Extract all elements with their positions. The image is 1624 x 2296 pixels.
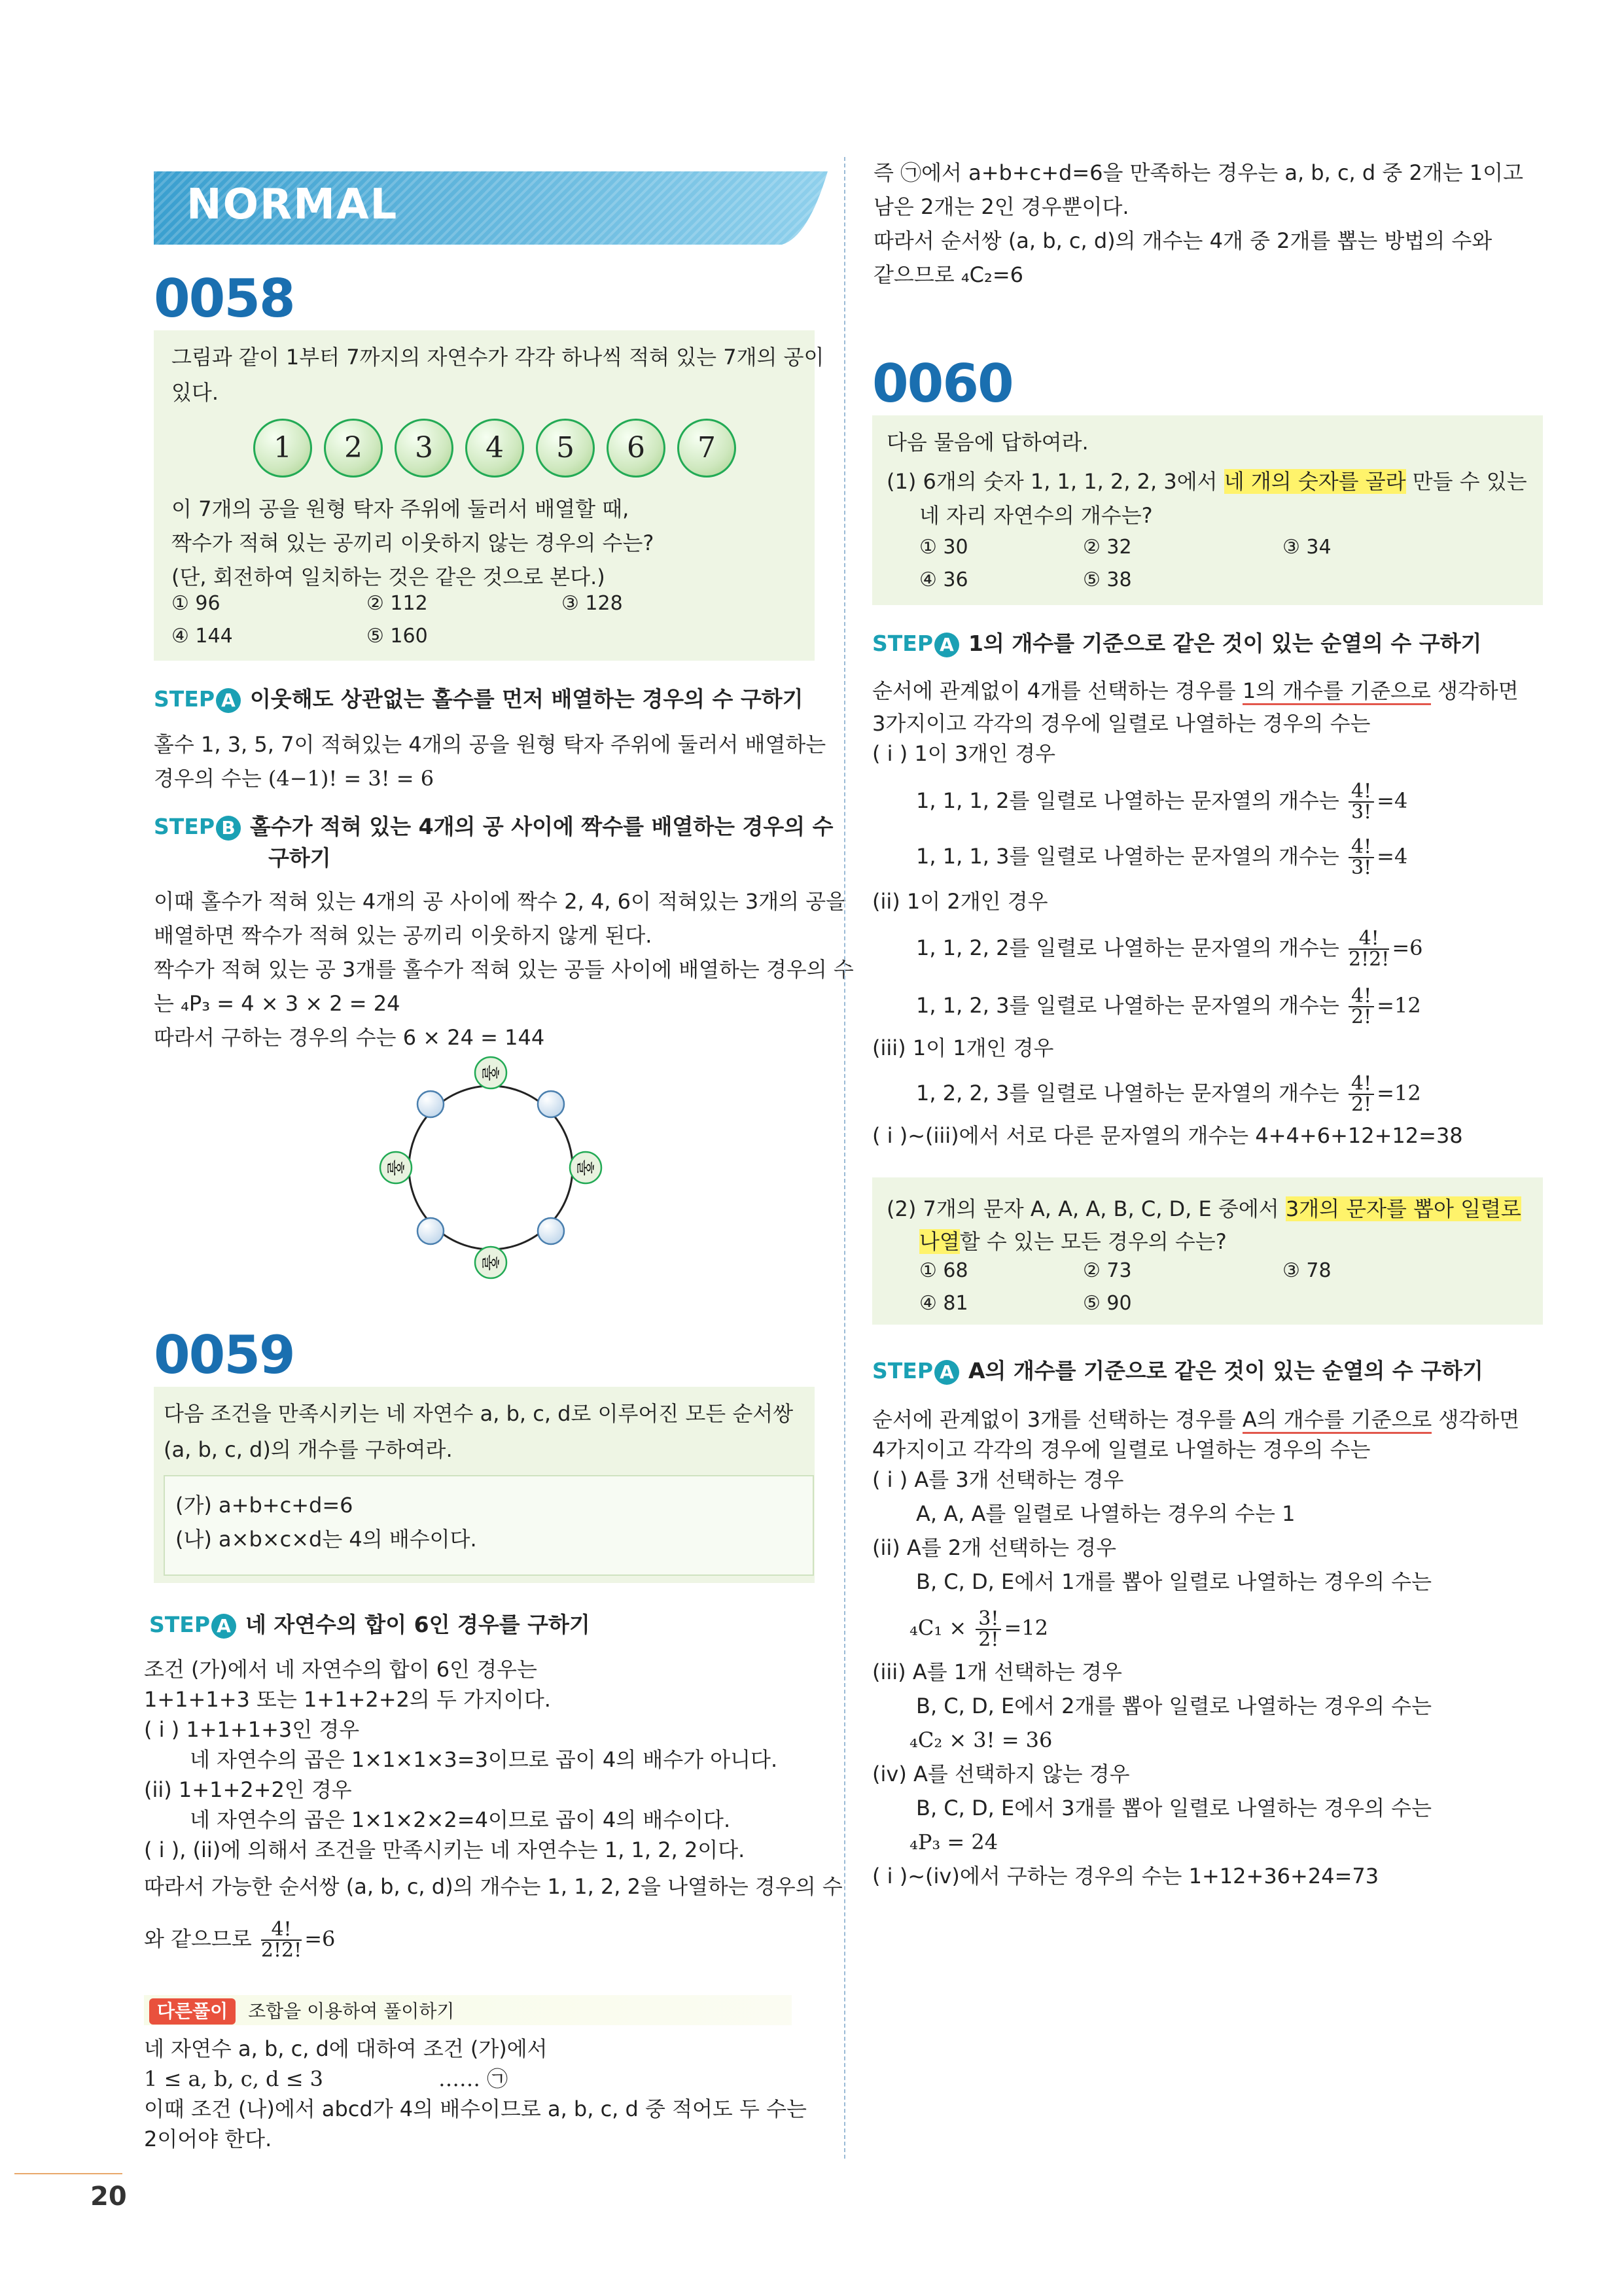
- circle-diagram: [366, 1047, 615, 1289]
- solution-line: 1, 1, 1, 3를 일렬로 나열하는 문자열의 개수는 $\frac{4!}{3!}$ =4: [916, 835, 1408, 879]
- section-banner: [154, 171, 828, 245]
- solution-line: B, C, D, E에서 3개를 뽑아 일렬로 나열하는 경우의 수는: [916, 1796, 1432, 1820]
- problem-number: 0060: [872, 353, 1013, 414]
- underline: A의 개수를 기준으로: [1243, 1407, 1432, 1434]
- empty-slot: [417, 1218, 444, 1244]
- choice: ⑤ 160: [366, 625, 428, 648]
- solution-line: 1+1+1+3 또는 1+1+2+2의 두 가지이다.: [144, 1687, 551, 1712]
- step-letter: A: [934, 1360, 959, 1385]
- equation-mark: …… ㉠: [438, 2066, 508, 2091]
- odd-label: 홀: [480, 1254, 499, 1271]
- step-heading: STEP A 네 자연수의 합이 6인 경우를 구하기: [149, 1612, 590, 1637]
- highlight: 3개의 문자를 뽑아 일렬로: [1285, 1196, 1521, 1221]
- solution-line: 이때 홀수가 적혀 있는 4개의 공 사이에 짝수 2, 4, 6이 적혀있는 3개의 공을: [154, 889, 847, 914]
- question-line: (1) 6개의 숫자 1, 1, 1, 2, 2, 3에서 네 개의 숫자를 골라 만들 수 있는: [887, 469, 1527, 494]
- solution-line: 따라서 가능한 순서쌍 (a, b, c, d)의 개수는 1, 1, 2, 2을 나열하는 경우의 수: [144, 1874, 843, 1899]
- case-line: ( i ) 1이 3개인 경우: [872, 741, 1055, 766]
- solution-line: 홀수 1, 3, 5, 7이 적혀있는 4개의 공을 원형 탁자 주위에 둘러서 배열하는: [154, 732, 826, 757]
- condition: (가) a+b+c+d=6: [175, 1493, 353, 1518]
- solution-line: 1, 1, 2, 2를 일렬로 나열하는 문자열의 개수는 $\frac{4!}{2!2!}$ =6: [916, 927, 1423, 971]
- ball: 1: [253, 419, 312, 478]
- choice: ② 73: [1083, 1259, 1132, 1282]
- case-line: ( i ) A를 3개 선택하는 경우: [872, 1467, 1124, 1492]
- solution-line: 순서에 관계없이 4개를 선택하는 경우를 1의 개수를 기준으로 생각하면: [872, 674, 1519, 708]
- odd-label: 홀: [385, 1159, 404, 1176]
- solution-line: 순서에 관계없이 3개를 선택하는 경우를 A의 개수를 기준으로 생각하면: [872, 1402, 1519, 1436]
- ball: 6: [607, 419, 665, 478]
- solution-line: 짝수가 적혀 있는 공 3개를 홀수가 적혀 있는 공들 사이에 배열하는 경우의 수: [154, 957, 854, 982]
- empty-slot: [538, 1218, 564, 1244]
- empty-slot: [417, 1091, 444, 1117]
- case-line: (iv) A를 선택하지 않는 경우: [872, 1762, 1130, 1786]
- solution-line: ₄C₂ × 3! = 36: [909, 1728, 1053, 1752]
- choice: ② 32: [1083, 536, 1132, 559]
- solution-line: 네 자연수의 곱은 1×1×1×3=3이므로 곱이 4의 배수가 아니다.: [190, 1747, 778, 1772]
- solution-line: 네 자연수의 곱은 1×1×2×2=4이므로 곱이 4의 배수이다.: [190, 1807, 731, 1832]
- highlight: 네 개의 숫자를 골라: [1224, 469, 1406, 494]
- solution-line: 네 자연수 a, b, c, d에 대하여 조건 (가)에서: [144, 2036, 548, 2061]
- empty-slot: [538, 1091, 564, 1117]
- solution-line: 1, 1, 1, 2를 일렬로 나열하는 문자열의 개수는 $\frac{4!}{3!}$ =4: [916, 780, 1408, 824]
- choice: ④ 36: [919, 568, 968, 591]
- solution-line: B, C, D, E에서 2개를 뽑아 일렬로 나열하는 경우의 수는: [916, 1694, 1432, 1718]
- solution-line: 1, 1, 2, 3를 일렬로 나열하는 문자열의 개수는 $\frac{4!}{2!}$ =12: [916, 984, 1421, 1028]
- ball: 7: [677, 419, 736, 478]
- solution-line: ( i )~(iv)에서 구하는 경우의 수는 1+12+36+24=73: [872, 1864, 1379, 1888]
- solution-line: 이때 조건 (나)에서 abcd가 4의 배수이므로 a, b, c, d 중 적어도 두 수는: [144, 2096, 807, 2121]
- choice: ① 30: [919, 536, 968, 559]
- problem-number: 0058: [154, 268, 294, 329]
- fraction: $\frac{4!}{2!2!}$: [1349, 927, 1390, 971]
- solution-line: 따라서 구하는 경우의 수는 6 × 24 = 144: [154, 1025, 545, 1050]
- fraction: $\frac{3!}{2!}$: [976, 1609, 1001, 1650]
- case-line: (iii) A를 1개 선택하는 경우: [872, 1660, 1122, 1684]
- question-line: 다음 조건을 만족시키는 네 자연수 a, b, c, d로 이루어진 모든 순서쌍: [164, 1401, 794, 1426]
- fraction: $\frac{4!}{2!2!}$: [260, 1918, 302, 1962]
- step-heading: STEP A 이웃해도 상관없는 홀수를 먼저 배열하는 경우의 수 구하기: [154, 686, 803, 712]
- step-heading: STEP B 홀수가 적혀 있는 4개의 공 사이에 짝수를 배열하는 경우의 수: [154, 814, 834, 839]
- solution-line: ₄P₃ = 24: [909, 1830, 998, 1854]
- solution-line: ( i ) 1+1+1+3인 경우: [144, 1717, 360, 1742]
- solution-line: 2이어야 한다.: [144, 2127, 272, 2151]
- solution-line: ( i )~(iii)에서 서로 다른 문자열의 개수는 4+4+6+12+12=38: [872, 1123, 1463, 1148]
- solution-line: 따라서 순서쌍 (a, b, c, d)의 개수는 4개 중 2개를 뽑는 방법의 수와: [874, 228, 1492, 253]
- case-line: (ii) 1이 2개인 경우: [872, 889, 1048, 914]
- question-line: 짝수가 적혀 있는 공끼리 이웃하지 않는 경우의 수는?: [171, 531, 654, 555]
- page-number: 20: [90, 2182, 127, 2212]
- choice: ③ 78: [1282, 1259, 1332, 1282]
- step-letter: A: [934, 633, 959, 657]
- fraction: $\frac{4!}{3!}$: [1349, 782, 1374, 822]
- solution-line: 1, 2, 2, 3를 일렬로 나열하는 문자열의 개수는 $\frac{4!}{2!}$ =12: [916, 1072, 1421, 1116]
- question-line: (a, b, c, d)의 개수를 구하여라.: [164, 1437, 453, 1462]
- alt-tag: 다른풀이: [149, 1998, 236, 2025]
- choice: ③ 34: [1282, 536, 1332, 559]
- highlight: 나열: [919, 1229, 960, 1254]
- solution-line: ( i ), (ii)에 의해서 조건을 만족시키는 네 자연수는 1, 1, 2, 2이다.: [144, 1837, 745, 1862]
- solution-line: 1 ≤ a, b, c, d ≤ 3: [144, 2066, 324, 2091]
- choice: ② 112: [366, 592, 428, 615]
- alt-heading: 다른풀이 조합을 이용하여 풀이하기: [149, 1997, 454, 2025]
- step-heading: 구하기: [268, 845, 331, 871]
- step-letter: A: [216, 688, 241, 713]
- condition: (나) a×b×c×d는 4의 배수이다.: [175, 1527, 477, 1552]
- footer-rule: [14, 2173, 122, 2174]
- choice: ③ 128: [561, 592, 623, 615]
- case-line: (iii) 1이 1개인 경우: [872, 1035, 1054, 1060]
- question-line: 이 7개의 공을 원형 탁자 주위에 둘러서 배열할 때,: [171, 496, 629, 521]
- fraction: $\frac{4!}{2!}$: [1349, 1074, 1374, 1115]
- solution-line: 남은 2개는 2인 경우뿐이다.: [874, 194, 1129, 219]
- question-line: 네 자리 자연수의 개수는?: [919, 503, 1153, 528]
- question-line: (단, 회전하여 일치하는 것은 같은 것으로 본다.): [171, 565, 605, 589]
- choice: ④ 144: [171, 625, 233, 648]
- choice: ⑤ 90: [1083, 1292, 1132, 1315]
- problem-number: 0059: [154, 1325, 294, 1385]
- solution-line: 같으므로 ₄C₂=6: [874, 262, 1023, 287]
- solution-line: 와 같으므로 $\frac{4!}{2!2!}$ =6: [144, 1918, 336, 1962]
- solution-line: 는 ₄P₃ = 4 × 3 × 2 = 24: [154, 991, 400, 1016]
- ball: 2: [324, 419, 383, 478]
- choice: ④ 81: [919, 1292, 968, 1315]
- case-line: (ii) A를 2개 선택하는 경우: [872, 1535, 1116, 1560]
- odd-label: 홀: [574, 1159, 594, 1176]
- solution-line: 3가지이고 각각의 경우에 일렬로 나열하는 경우의 수는: [872, 711, 1371, 736]
- solution-line: B, C, D, E에서 1개를 뽑아 일렬로 나열하는 경우의 수는: [916, 1569, 1432, 1594]
- question-line: 그림과 같이 1부터 7까지의 자연수가 각각 하나씩 적혀 있는 7개의 공이: [171, 345, 824, 370]
- solution-line: 즉 ㉠에서 a+b+c+d=6을 만족하는 경우는 a, b, c, d 중 2개는 1이고: [874, 160, 1523, 185]
- solution-line: 4가지이고 각각의 경우에 일렬로 나열하는 경우의 수는: [872, 1437, 1371, 1462]
- solution-line: 조건 (가)에서 네 자연수의 합이 6인 경우는: [144, 1657, 537, 1682]
- solution-line: A, A, A를 일렬로 나열하는 경우의 수는 1: [916, 1501, 1296, 1526]
- ball: 4: [465, 419, 524, 478]
- question-line: 나열할 수 있는 모든 경우의 수는?: [919, 1229, 1227, 1254]
- solution-line: 배열하면 짝수가 적혀 있는 공끼리 이웃하지 않게 된다.: [154, 923, 652, 948]
- step-letter: A: [211, 1614, 236, 1639]
- step-letter: B: [216, 816, 241, 841]
- choice: ① 68: [919, 1259, 968, 1282]
- solution-line: ₄C₁ × $\frac{3!}{2!}$ =12: [909, 1607, 1048, 1651]
- underline: 1의 개수를 기준으로: [1243, 678, 1431, 705]
- fraction: $\frac{4!}{3!}$: [1349, 837, 1374, 878]
- banner-text: NORMAL: [186, 181, 398, 229]
- ball: 5: [536, 419, 595, 478]
- step-heading: STEP A 1의 개수를 기준으로 같은 것이 있는 순열의 수 구하기: [872, 631, 1482, 656]
- choice: ⑤ 38: [1083, 568, 1132, 591]
- fraction: $\frac{4!}{2!}$: [1349, 986, 1374, 1027]
- solution-line: 경우의 수는 (4−1)! = 3! = 6: [154, 766, 434, 791]
- question-line: (2) 7개의 문자 A, A, A, B, C, D, E 중에서 3개의 문자를 뽑아 일렬로: [887, 1196, 1521, 1221]
- odd-label: 홀: [480, 1064, 499, 1081]
- question-line: 다음 물음에 답하여라.: [887, 430, 1089, 455]
- question-line: 있다.: [171, 380, 219, 405]
- solution-line: (ii) 1+1+2+2인 경우: [144, 1777, 352, 1802]
- column-divider: [844, 157, 845, 2159]
- ball: 3: [395, 419, 453, 478]
- step-heading: STEP A A의 개수를 기준으로 같은 것이 있는 순열의 수 구하기: [872, 1358, 1483, 1383]
- choice: ① 96: [171, 592, 221, 615]
